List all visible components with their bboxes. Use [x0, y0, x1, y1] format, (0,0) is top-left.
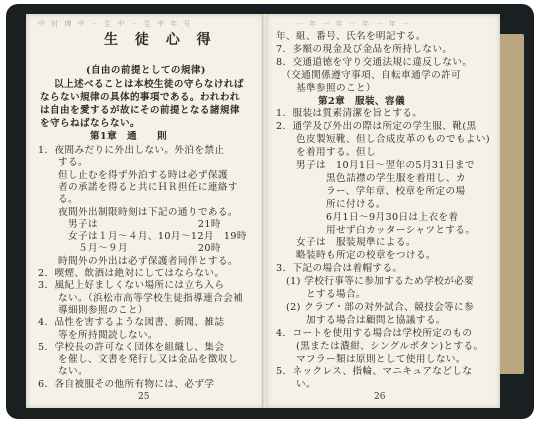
rule-line: ない。（浜松市高等学校生徒指導連合会補 [38, 292, 244, 304]
rule-line: 6．各自被服その他所有物には、必ず学 [38, 378, 215, 390]
rule-line: (2) クラブ・部の対外試合、競技会等に参 [276, 301, 475, 313]
rule-line: 年、組、番号、氏名を明記する。 [276, 31, 426, 42]
rule-line: (1) 学校行事等に参加するため学校が必要 [276, 276, 475, 288]
rule-line: とする場合。 [276, 289, 366, 300]
rule-line: 男子は 10月1日～翌年の5月31日まで [276, 160, 475, 171]
intro-line: ならない規律の具体的事項である。われわれ [40, 92, 240, 103]
rule-line: 男子は 21時 [38, 218, 221, 230]
rule-line: 1．夜間みだりに外出しない。外泊を禁止 [38, 145, 225, 156]
rule-line: を着用する。但し [276, 147, 376, 159]
rule-line: 但し止むを得ず外泊する時は必ず保護 [38, 169, 228, 181]
rule-line: (黒または濃紺、シングルボタン)とする。 [276, 340, 484, 352]
rule-line: 3．下記の場合は着帽する。 [276, 263, 403, 275]
rule-line: ない。 [38, 366, 88, 378]
rule-line: 黒色詰襟の学生服を着用し、カ [276, 172, 466, 184]
page-number: 26 [374, 392, 386, 402]
rule-line: 加する場合は顧問と協議する。 [276, 314, 446, 326]
intro-line: 以上述べることは本校生徒の守らなければ [54, 79, 244, 90]
rule-line: 4．コートを使用する場合は学校所定のもの [276, 327, 473, 339]
rule-line: 者の承諾を得ると共にＨＲ担任に連絡す [38, 181, 238, 193]
rule-line: を催し、文書を発行し又は金品を徴収し [38, 354, 238, 366]
rule-line: 3．風紀上好ましくない場所には立ち入ら [38, 280, 225, 292]
rule-line: る。 [38, 194, 78, 206]
rule-line: 色皮製短靴、但し合成皮革のものでもよい) [276, 134, 491, 146]
rule-line: 用せず白カッターシャツとする。 [276, 224, 476, 236]
rule-line: 女子は 服装規準による。 [276, 237, 416, 249]
rule-line: 5．ネックレス、指輪、マニキュアなどしな [276, 366, 473, 378]
rule-line: 1．服装は質素清潔を旨とする。 [276, 108, 423, 120]
inserted-card [498, 34, 524, 374]
rule-line: 基準参照のこと） [276, 82, 376, 94]
rule-line: （交通関係遵守事項、自転車通学の許可 [276, 69, 462, 81]
faint-header: 中 村 博 中 ・ 生 中 ・ 生 中 年 号 [38, 20, 193, 28]
rule-line: 7．多額の現金及び金品を所持しない。 [276, 43, 453, 55]
page-number: 25 [138, 392, 150, 402]
subtitle: (自由の前提としての規律) [86, 65, 206, 76]
chapter-heading: 第2章 服装、容儀 [318, 95, 406, 107]
rule-line: ラー、学年章、校章を所定の場 [276, 185, 466, 197]
rule-line: 女子は１月～４月、10月～12月 19時 [38, 231, 247, 243]
rule-line: 2．通学及び外出の際は所定の学生服、靴(黒 [276, 121, 477, 133]
rule-line: 4．品性を害するような図書、新聞、雑誌 [38, 317, 225, 329]
rule-line: ５月～９月 20時 [38, 243, 221, 255]
intro-line: は自由を愛するが故にその前提となる諸規律 [40, 105, 240, 116]
rule-line: 導細則参照のこと） [38, 304, 148, 316]
right-page [266, 14, 500, 408]
rule-line: い。 [276, 379, 316, 391]
rule-line: 2．喫煙、飲酒は絶対にしてはならない。 [38, 268, 225, 279]
rule-line: 8．交通道徳を守り交通法規に違反しない。 [276, 56, 473, 68]
rule-line: 等を所持閲読しない。 [38, 329, 158, 341]
rule-line: マフラー類は原則として使用しない。 [276, 353, 466, 365]
faint-header: 一 年 一 年 一 年 一 年 一 [296, 20, 411, 28]
rule-line: 5．学校長の許可なく団体を組織し、集会 [38, 341, 225, 353]
rule-line: 所に付ける。 [276, 198, 386, 210]
rule-line: する。 [38, 157, 88, 169]
chapter-heading: 第1章 通 則 [90, 131, 168, 142]
page-title: 生 徒 心 得 [104, 32, 217, 48]
rule-line: 6月1日～9月30日は上衣を着 [276, 211, 459, 223]
left-page [26, 14, 264, 408]
rule-line: 略装時も所定の校章をつける。 [276, 250, 436, 262]
rule-line: 夜間外出制限時刻は下記の通りである。 [38, 206, 238, 218]
rule-line: 時間外の外出は必ず保護者同伴とする。 [38, 255, 238, 267]
intro-line: を守らねばならない。 [40, 118, 140, 129]
